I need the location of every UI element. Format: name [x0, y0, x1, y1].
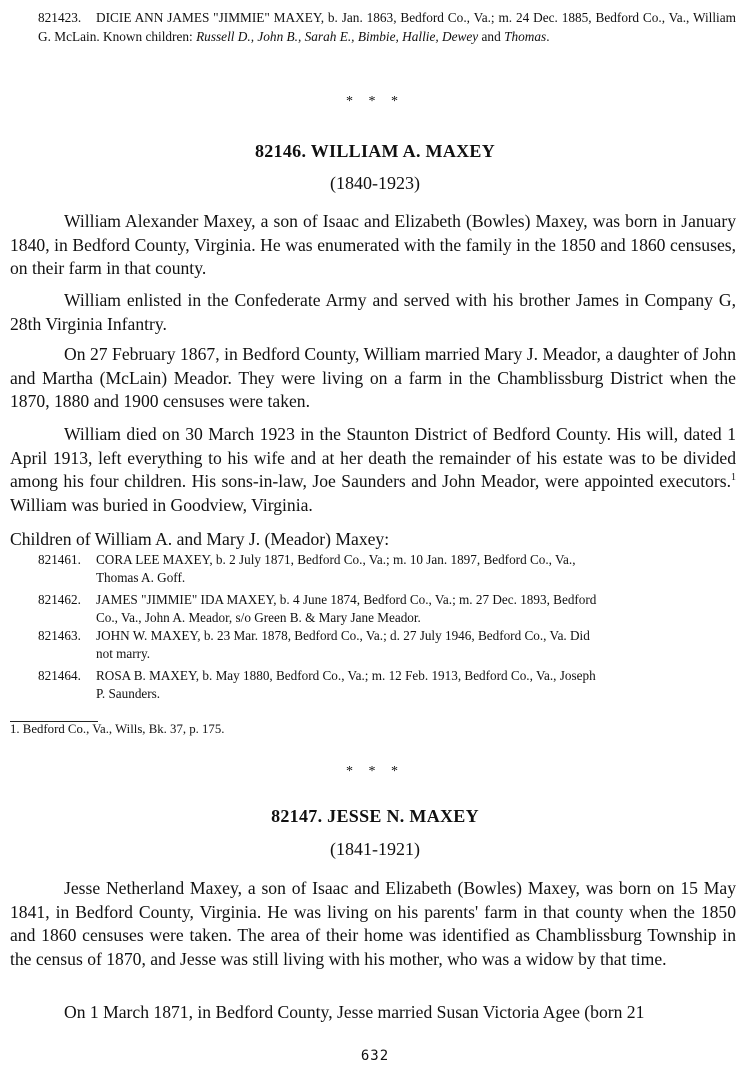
child-entry	[38, 667, 736, 703]
entry-children-italic-last: Thomas	[504, 29, 547, 44]
page-number: 632	[360, 1048, 390, 1064]
paragraph: Jesse Netherland Maxey, a son of Isaac and Elizabeth (Bowles) Maxey, was born on 15 May 1841, in Bedford County, Virginia. He was living on his parents' farm in that county when the 1850 and 1860 censuses were taken. The area of their home was identified as Chamblissburg Township in the census of 1870, and Jesse was still living with his mother, who was a widow by that time.	[10, 878, 736, 969]
child-line: Co., Va., John A. Meador, s/o Green B. & Mary Jane Meador.	[96, 610, 421, 625]
children-intro: Children of William A. and Mary J. (Meador) Maxey:	[10, 529, 390, 549]
child-number: 821462.	[38, 592, 81, 607]
child-entry	[38, 551, 736, 587]
section-heading-william: 82146. WILLIAM A. MAXEY	[254, 141, 496, 161]
child-line: P. Saunders.	[96, 686, 161, 701]
paragraph-with-footnote	[10, 423, 736, 517]
entry-and-word: and	[478, 29, 505, 44]
paragraph: William Alexander Maxey, a son of Isaac and Elizabeth (Bowles) Maxey, was born in January 1840, in Bedford County, Virginia. He was enumerated with the family in the 1850 and 1860 censuses, on their farm in that county.	[10, 211, 736, 278]
entry-number: 821423.	[38, 10, 82, 25]
child-line: Thomas A. Goff.	[96, 570, 186, 585]
entry-end: .	[546, 29, 550, 44]
child-entry	[38, 627, 736, 663]
section-separator: * * *	[346, 764, 404, 779]
child-line: not marry.	[96, 646, 151, 661]
section-dates-jesse: (1841-1921)	[330, 839, 420, 859]
child-number: 821461.	[38, 552, 81, 567]
child-line: JAMES "JIMMIE" IDA MAXEY, b. 4 June 1874, Bedford Co., Va.; m. 27 Dec. 1893, Bedford	[96, 592, 597, 607]
footnote-marker: 1	[731, 472, 736, 484]
child-entry	[38, 591, 736, 627]
top-entry	[38, 8, 736, 46]
section-separator: * * *	[346, 94, 404, 109]
paragraph: William enlisted in the Confederate Army and served with his brother James in Company G, 28th Virginia Infantry.	[10, 290, 736, 334]
paragraph-tail: William was buried in Goodview, Virginia.	[10, 494, 313, 515]
section-dates-william: (1840-1923)	[330, 173, 420, 193]
entry-children-italic: Russell D., John B., Sarah E., Bimbie, Hallie, Dewey	[196, 29, 479, 44]
paragraph-text: William died on 30 March 1923 in the Staunton District of Bedford County. His will, dated 1 April 1913, left everything to his wife and at her death the remainder of his estate was to be divided among his four children. His sons-in-law, Joe Saunders and John Meador, were appointed executors.	[10, 424, 736, 491]
child-number: 821463.	[38, 628, 81, 643]
child-line: JOHN W. MAXEY, b. 23 Mar. 1878, Bedford Co., Va.; d. 27 July 1946, Bedford Co., Va. Did	[96, 628, 590, 643]
entry-text: DICIE ANN JAMES "JIMMIE" MAXEY, b. Jan. 1863, Bedford Co., Va.; m. 24 Dec. 1885, Bedford Co., Va., William G. McLain. Known children:	[38, 10, 736, 44]
section-heading-jesse: 82147. JESSE N. MAXEY	[271, 806, 479, 826]
child-number: 821464.	[38, 668, 81, 683]
paragraph: On 27 February 1867, in Bedford County, William married Mary J. Meador, a daughter of John and Martha (McLain) Meador. They were living on a farm in the Chamblissburg District when the 1870, 1880 and 1900 censuses were taken.	[10, 344, 736, 411]
child-line: ROSA B. MAXEY, b. May 1880, Bedford Co., Va.; m. 12 Feb. 1913, Bedford Co., Va., Joseph	[96, 668, 596, 683]
child-line: CORA LEE MAXEY, b. 2 July 1871, Bedford Co., Va.; m. 10 Jan. 1897, Bedford Co., Va.,	[96, 552, 576, 567]
footnote: 1. Bedford Co., Va., Wills, Bk. 37, p. 175.	[10, 722, 225, 736]
paragraph: On 1 March 1871, in Bedford County, Jesse married Susan Victoria Agee (born 21	[64, 1002, 645, 1022]
